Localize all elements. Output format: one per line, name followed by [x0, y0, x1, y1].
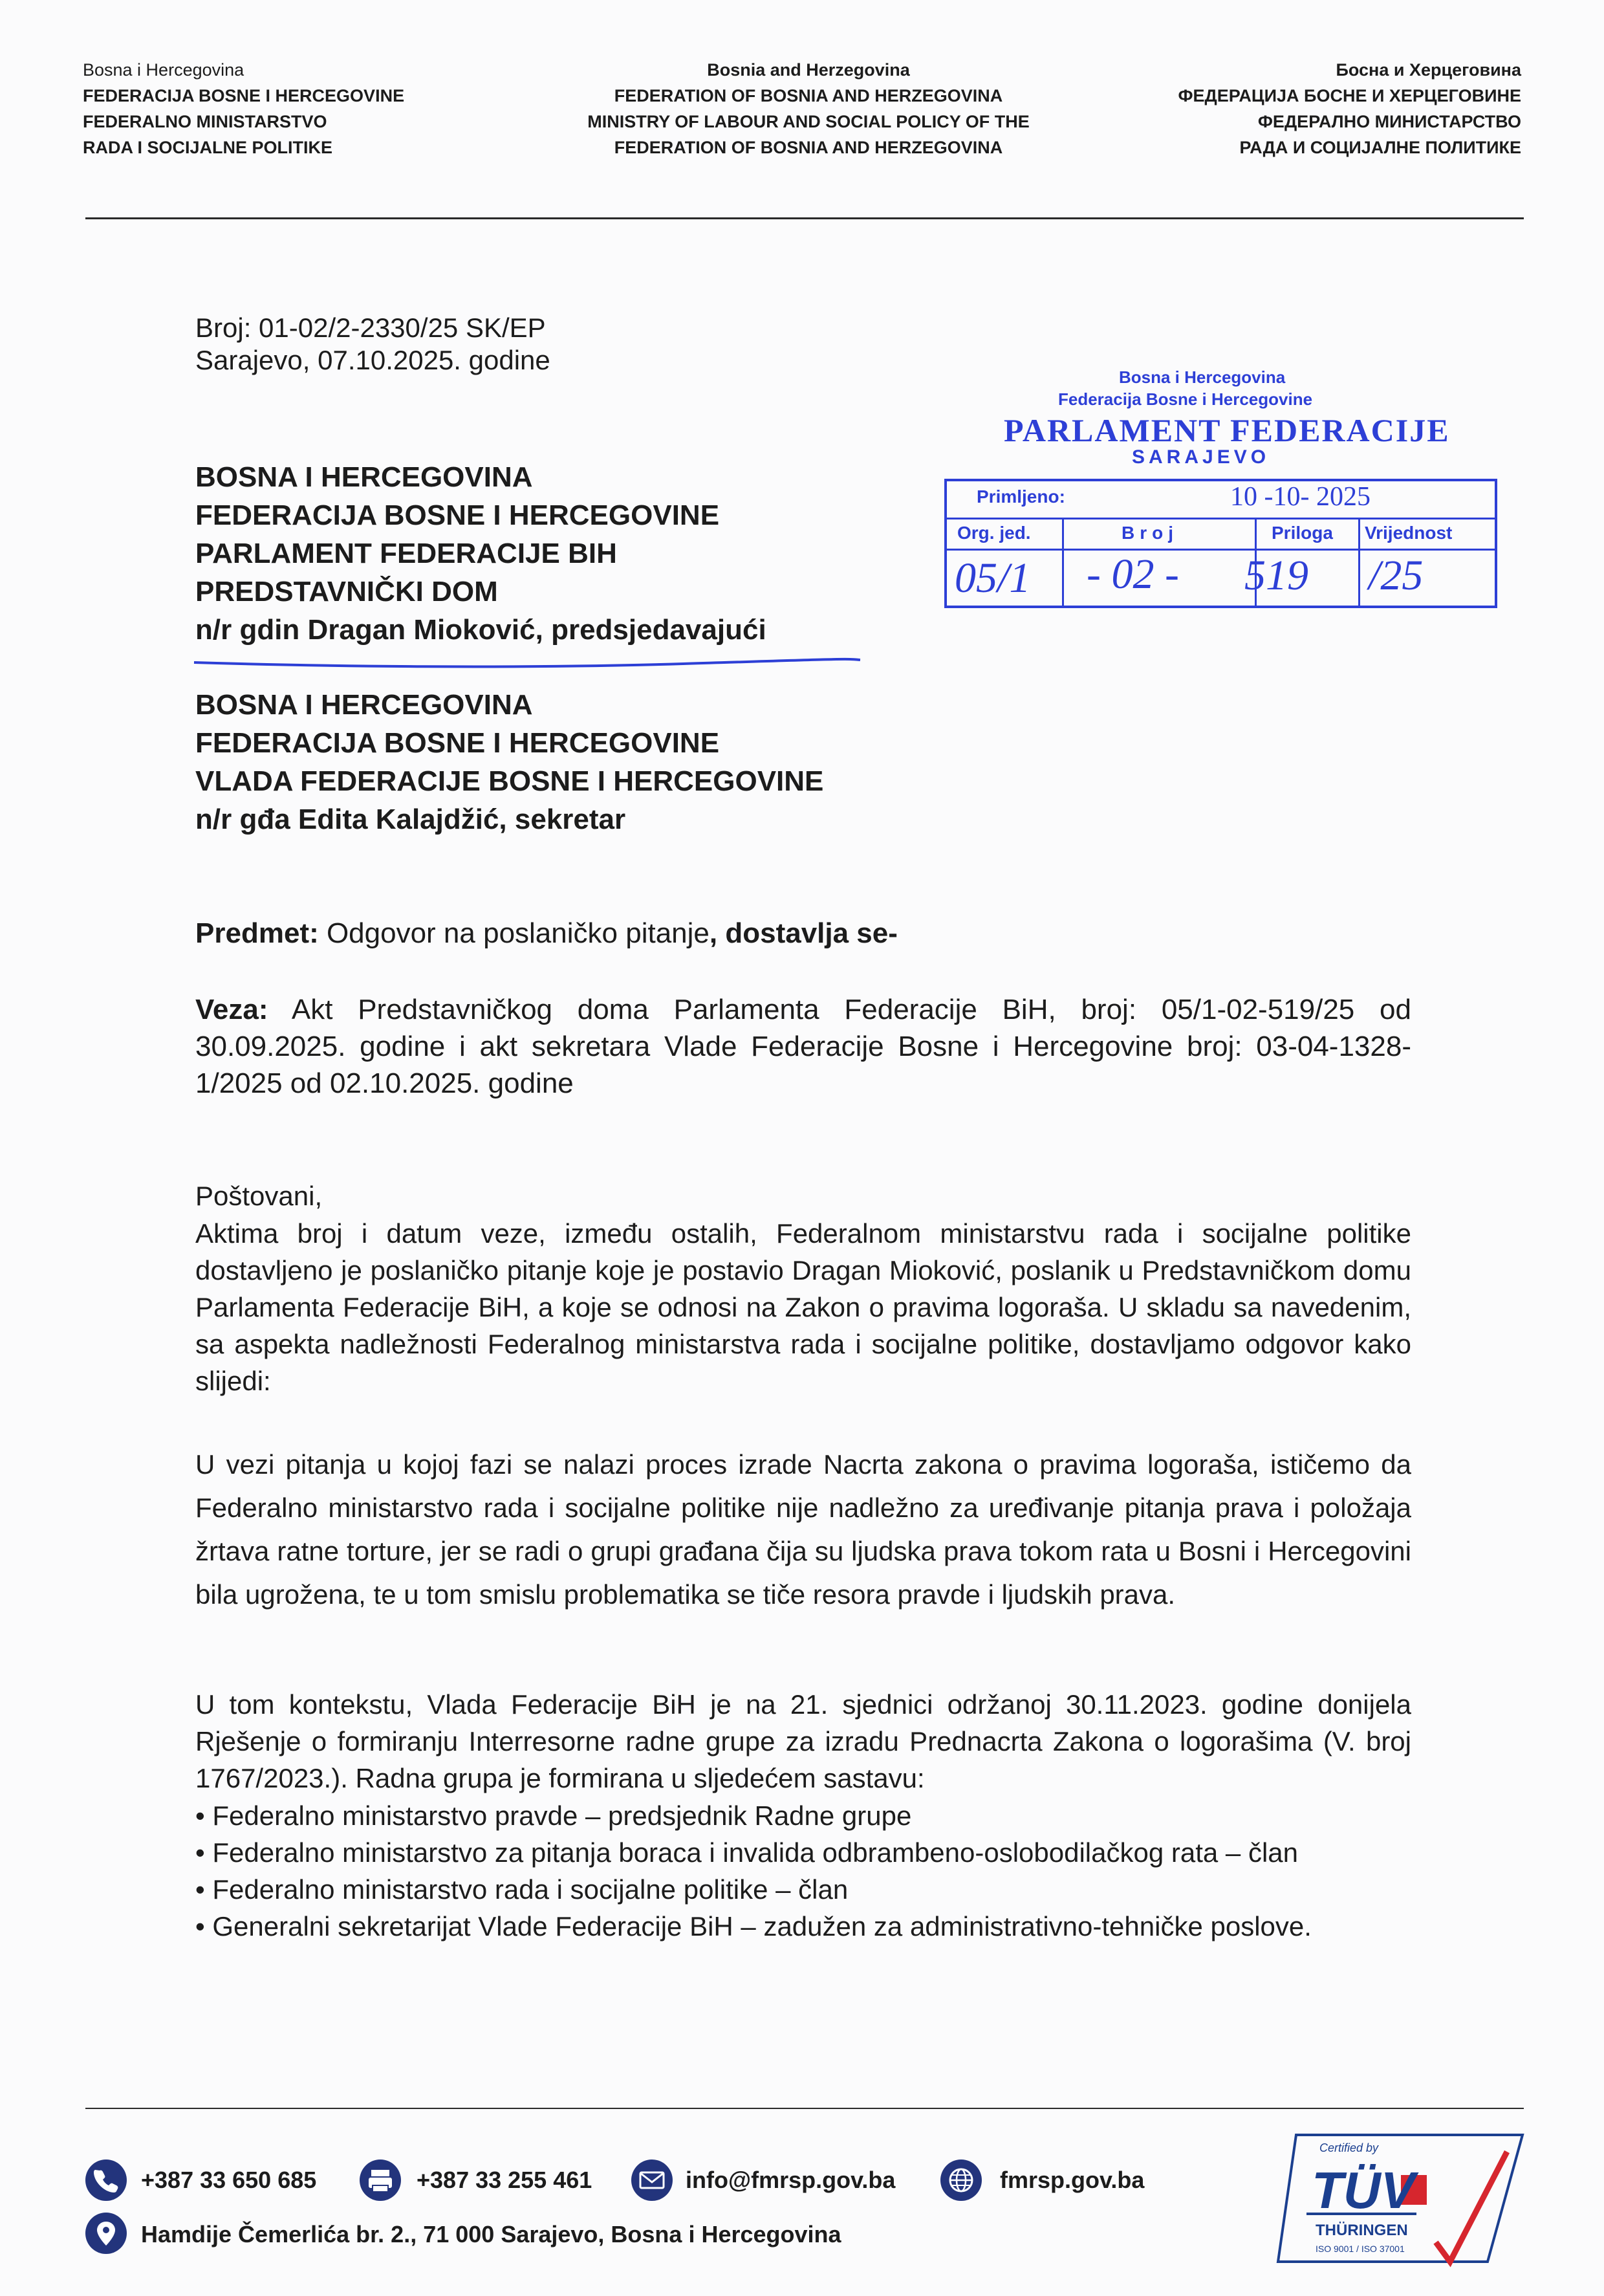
subject-line [195, 915, 1411, 952]
location-pin-icon [85, 2213, 127, 2254]
parliament-stamp [944, 364, 1501, 622]
document-meta [195, 312, 550, 377]
list-item: • Federalno ministarstvo pravde – predsjednik Radne grupe [195, 1800, 912, 1831]
stamp-col-vrijednost: Vrijednost [1365, 523, 1453, 543]
body-paragraph-2: U vezi pitanja u kojoj fazi se nalazi proces izrade Nacrta zakona o pravima logoraša, ističemo da Federalno ministarstvo rada i socijalne politike nije nadležno za uređivanje pitanja prava i položaja žrtava ratne torture, jer se radi o grupi građana čija su ljudska prava tokom rata u Bosni i Hercegovini bila ugrožena, te u tom smislu problematika se tiče resora pravde i ljudskih prava. [195, 1449, 1411, 1610]
stamp-handwritten-broj: - 02 - [1087, 551, 1179, 598]
tuv-certified-by: Certified by [1319, 2141, 1379, 2154]
stamp-handwritten-vrijednost: /25 [1369, 552, 1424, 599]
subject-label: Predmet: [195, 917, 319, 949]
stamp-line2: Federacija Bosne i Hercegovine [1058, 389, 1313, 409]
recipient-line: n/r gdin Dragan Mioković, predsjedavajući [195, 614, 766, 646]
header-left-line: Bosna i Hercegovina [83, 60, 244, 80]
stamp-row-divider [947, 518, 1495, 519]
recipient-line: n/r gđa Edita Kalajdžić, sekretar [195, 804, 626, 835]
header-left-line: FEDERACIJA BOSNE I HERCEGOVINE [83, 86, 405, 105]
stamp-handwritten-priloga: 519 [1244, 552, 1308, 599]
list-item: • Federalno ministarstvo za pitanja boraca i invalida odbrambeno-oslobodilačkog rata – član [195, 1837, 1298, 1868]
fax-icon [360, 2159, 401, 2201]
stamp-col-divider [1358, 518, 1360, 608]
footer-phone-1[interactable]: +387 33 650 685 [141, 2167, 317, 2193]
recipient-line: PREDSTAVNIČKI DOM [195, 576, 498, 607]
stamp-col-org: Org. jed. [957, 523, 1031, 543]
handwritten-underline [191, 647, 864, 673]
recipient-line: PARLAMENT FEDERACIJE BIH [195, 538, 617, 569]
footer-address: Hamdije Čemerlića br. 2., 71 000 Sarajevo, Bosna i Hercegovina [141, 2221, 841, 2247]
recipient-parliament [195, 458, 766, 649]
greeting: Poštovani, [195, 1181, 323, 1211]
list-item: • Generalni sekretarijat Vlade Federacije BiH – zadužen za administrativno-tehničke poslove. [195, 1911, 1312, 1941]
body-paragraph-1: Aktima broj i datum veze, između ostalih, Federalnom ministarstvu rada i socijalne politike dostavljeno je poslaničko pitanje koje je postavio Dragan Mioković, poslanik u Predstavničkom domu Parlamenta Federacije BiH, a koje se odnosi na Zakon o pravima logoraša. U skladu sa navedenim, sa aspekta nadležnosti Federalnog ministarstva rada i socijalne politike, dostavljamo odgovor kako slijedi: [195, 1218, 1411, 1396]
recipient-line: VLADA FEDERACIJE BOSNE I HERCEGOVINE [195, 765, 824, 797]
header-center-line: Bosnia and Herzegovina [707, 60, 910, 80]
stamp-received-date: 10 -10- 2025 [1230, 482, 1371, 512]
tuv-region: THÜRINGEN [1316, 2222, 1408, 2239]
stamp-handwritten-org: 05/1 [955, 554, 1031, 602]
globe-icon [940, 2159, 982, 2201]
list-item: • Federalno ministarstvo rada i socijalne politike – član [195, 1874, 849, 1905]
recipient-government [195, 686, 823, 838]
header-right-line: Босна и Херцеговина [1336, 60, 1521, 80]
header-right-line: РАДА И СОЦИЈАЛНЕ ПОЛИТИКЕ [1239, 138, 1521, 157]
header-left-line: RADA I SOCIJALNE POLITIKE [83, 138, 333, 157]
stamp-received-label: Primljeno: [977, 487, 1065, 507]
reference-label: Veza: [195, 994, 268, 1025]
phone-icon [85, 2159, 127, 2201]
recipient-line: FEDERACIJA BOSNE I HERCEGOVINE [195, 499, 720, 531]
tuv-certification-logo [1274, 2132, 1526, 2271]
tuv-brand: TÜV [1312, 2161, 1415, 2219]
footer-phone-2[interactable]: +387 33 255 461 [417, 2167, 592, 2193]
footer-divider [85, 2108, 1524, 2109]
email-icon [631, 2159, 673, 2201]
stamp-col-divider [1062, 518, 1064, 608]
header-left-line: FEDERALNO MINISTARSTVO [83, 112, 327, 131]
document-number: Broj: 01-02/2-2330/25 SK/EP [195, 312, 546, 343]
body-paragraph-3: U tom kontekstu, Vlada Federacije BiH je na 21. sjednici održanoj 30.11.2023. godine donijela Rješenje o formiranju Interresorne radne grupe za izradu Prednacrta Zakona o logorašima (V. broj 1767/2023.). Radna grupa je formirana u sljedećem sastavu: [195, 1689, 1411, 1793]
footer-email[interactable]: info@fmrsp.gov.ba [686, 2167, 896, 2193]
document-place-date: Sarajevo, 07.10.2025. godine [195, 345, 550, 375]
header-left [83, 57, 404, 160]
header-divider [85, 217, 1524, 219]
footer-website[interactable]: fmrsp.gov.ba [1000, 2167, 1145, 2193]
stamp-city: SARAJEVO [1132, 446, 1270, 468]
stamp-header-divider [947, 549, 1495, 551]
reference-paragraph [195, 991, 1411, 1102]
header-right [1178, 57, 1521, 160]
recipient-line: FEDERACIJA BOSNE I HERCEGOVINE [195, 727, 720, 759]
subject-emphasis: , dostavlja se- [709, 917, 898, 949]
stamp-line1: Bosna i Hercegovina [1119, 367, 1286, 387]
header-center [530, 57, 1087, 160]
member-list [195, 1797, 1411, 1945]
header-center-line: FEDERATION OF BOSNIA AND HERZEGOVINA [614, 138, 1003, 157]
header-center-line: MINISTRY OF LABOUR AND SOCIAL POLICY OF THE [587, 112, 1030, 131]
header-right-line: ФЕДЕРАЦИЈА БОСНЕ И ХЕРЦЕГОВИНЕ [1178, 86, 1521, 105]
recipient-line: BOSNA I HERCEGOVINA [195, 689, 533, 721]
stamp-col-priloga: Priloga [1272, 523, 1333, 543]
subject-text: Odgovor na poslaničko pitanje [318, 917, 710, 949]
header-right-line: ФЕДЕРАЛНО МИНИСТАРСТВО [1257, 112, 1521, 131]
stamp-title: PARLAMENT FEDERACIJE [1004, 412, 1450, 448]
stamp-col-broj: Broj [1122, 523, 1178, 543]
tuv-codes: ISO 9001 / ISO 37001 [1316, 2244, 1405, 2254]
header-center-line: FEDERATION OF BOSNIA AND HERZEGOVINA [614, 86, 1003, 105]
reference-text: Akt Predstavničkog doma Parlamenta Federacije BiH, broj: 05/1-02-519/25 od 30.09.2025. godine i akt sekretara Vlade Federacije Bosne i Hercegovine broj: 03-04-1328-1/2025 od 02.10.2025. godine [195, 994, 1411, 1099]
recipient-line: BOSNA I HERCEGOVINA [195, 461, 533, 493]
